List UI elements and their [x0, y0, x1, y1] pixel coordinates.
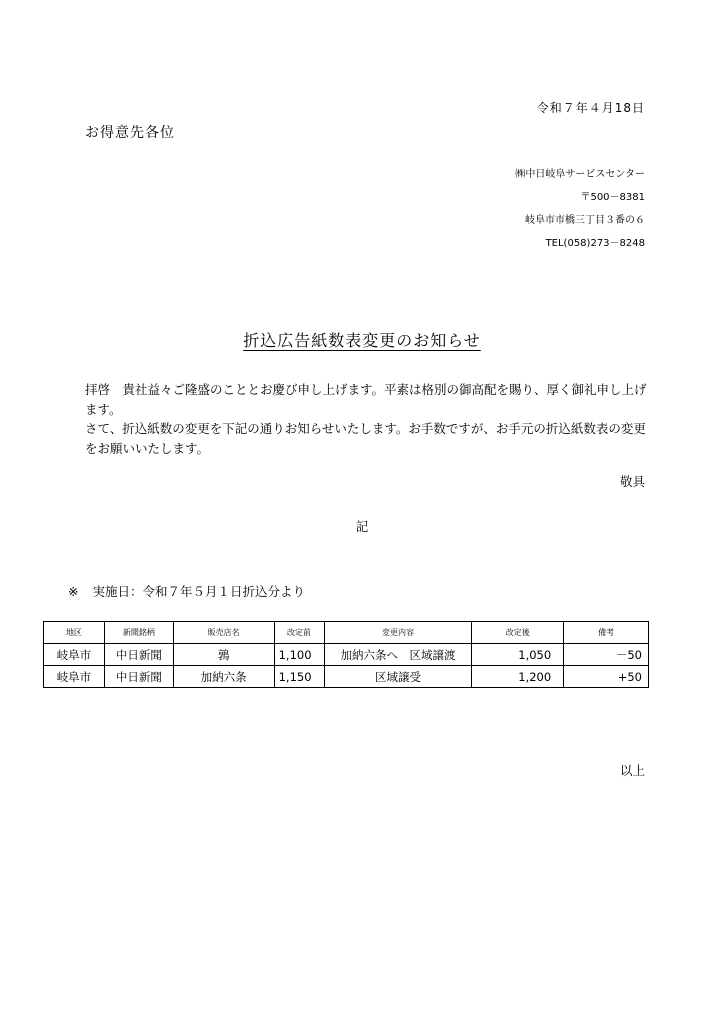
sender-address: 岐阜市市橋三丁目３番の６	[525, 215, 645, 226]
change-detail-cell: 加納六条へ 区域譲渡	[324, 644, 472, 666]
area-cell: 岐阜市	[44, 666, 105, 688]
change-detail-cell: 区域譲受	[324, 666, 472, 688]
document-title: 折込広告紙数表変更のお知らせ	[243, 331, 481, 350]
newspaper-cell: 中日新聞	[104, 644, 173, 666]
closing-keigu: 敬具	[619, 474, 645, 489]
ki-heading: 記	[355, 519, 369, 534]
change-table	[43, 621, 649, 688]
after-count-cell: 1,200	[472, 666, 564, 688]
store-cell: 加納六条	[173, 666, 274, 688]
notice-paragraph: さて、折込紙数の変更を下記の通りお知らせいたします。お手数ですが、お手元の折込紙数表の変更をお願いいたします。	[85, 421, 646, 456]
column-header-newspaper: 新聞銘柄	[104, 622, 173, 644]
effective-date-text: 実施日：令和７年５月１日折込分より	[92, 584, 305, 599]
column-header-before: 改定前	[274, 622, 324, 644]
closing-ijou: 以上	[619, 763, 645, 778]
column-header-after: 改定後	[472, 622, 564, 644]
area-cell: 岐阜市	[44, 644, 105, 666]
greeting-paragraph: 拝啓 貴社益々ご隆盛のこととお慶び申し上げます。平素は格別の御高配を賜り、厚く御礼申し上げます。	[85, 382, 647, 417]
newspaper-cell: 中日新聞	[104, 666, 173, 688]
store-cell: 鶉	[173, 644, 274, 666]
after-count-cell: 1,050	[472, 644, 564, 666]
before-count-cell: 1,100	[274, 644, 324, 666]
addressee: お得意先各位	[85, 125, 175, 141]
remarks-cell: +50	[564, 666, 649, 688]
note-mark: ※	[68, 584, 79, 599]
before-count-cell: 1,150	[274, 666, 324, 688]
column-header-store: 販売店名	[173, 622, 274, 644]
sender-postal-code: 〒500－8381	[580, 192, 645, 203]
column-header-area: 地区	[44, 622, 105, 644]
table-header-row	[44, 622, 649, 644]
document-date: 令和７年４月18日	[536, 101, 645, 115]
column-header-remarks: 備考	[564, 622, 649, 644]
remarks-cell: －50	[564, 644, 649, 666]
sender-company: ㈱中日岐阜サービスセンター	[515, 169, 645, 180]
column-header-change: 変更内容	[324, 622, 472, 644]
effective-date-line	[68, 582, 305, 600]
document-title-block	[0, 328, 724, 351]
sender-block	[515, 163, 645, 255]
table-row	[44, 666, 649, 688]
table-row	[44, 644, 649, 666]
sender-phone: TEL(058)273－8248	[545, 238, 645, 249]
body-text	[85, 380, 655, 458]
